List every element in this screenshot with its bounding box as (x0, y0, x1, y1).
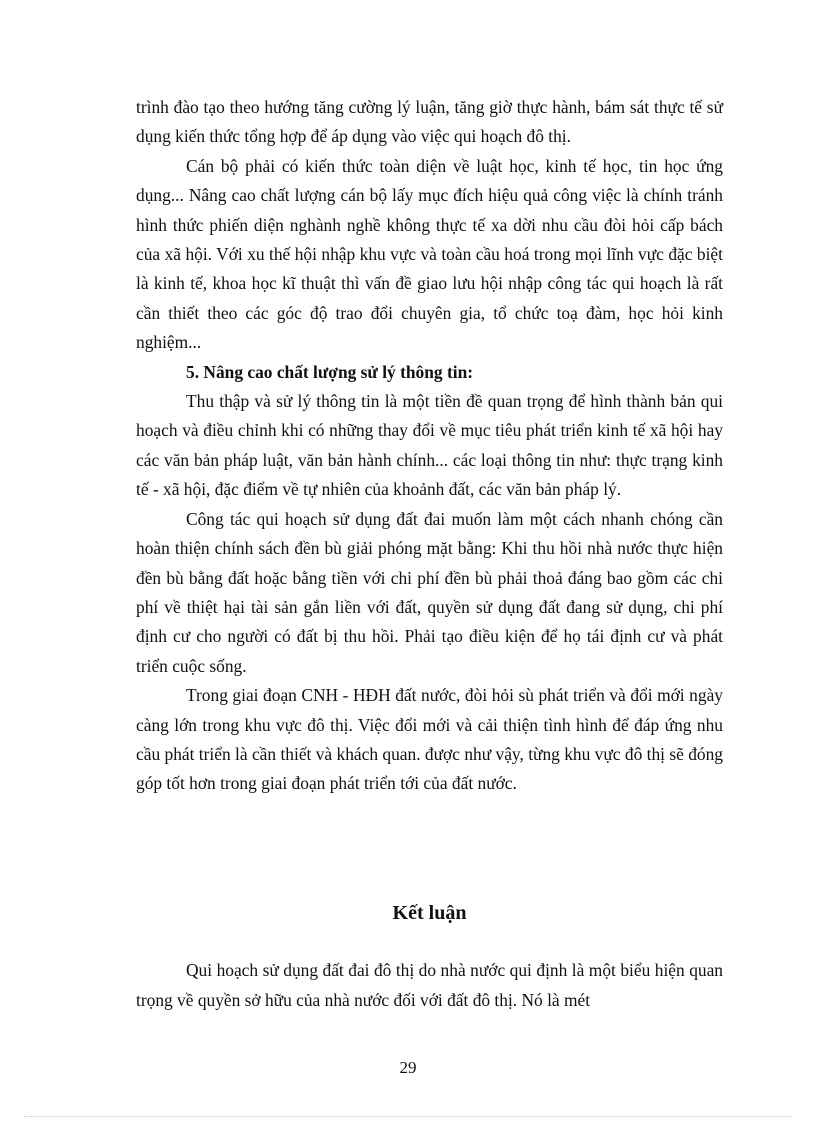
section-heading: 5. Nâng cao chất lượng sử lý thông tin: (186, 361, 474, 382)
page-number: 29 (399, 1058, 417, 1077)
paragraph-compensation: Công tác qui hoạch sử dụng đất đai muốn làm một cách nhanh chóng cần hoàn thiện chính sách đền bù giải phóng mặt bằng: Khi thu hồi nhà nước thực hiện đền bù bằng đất hoặc bằng tiền với chi phí đền bù phải thoả đáng bao gồm các chi phí về thiệt hại tài sản gắn liền với đất, quyền sử dụng đất đang sử dụng, chi phí định cư cho người có đất bị thu hồi. Phải tạo điều kiện để họ tái định cư và phát triển cuộc sống. (136, 508, 723, 676)
conclusion-title: Kết luận (392, 902, 467, 924)
paragraph-staff-knowledge: Cán bộ phải có kiến thức toàn diện về luật học, kinh tế học, tin học ứng dụng... Nâng cao chất lượng cán bộ lấy mục đích hiệu quả công việc là chính tránh hình thức phiến diện nghành nghề không thực tế xa dời nhu cầu đòi hỏi cấp bách của xã hội. Với xu thế hội nhập khu vực và toàn cầu hoá trong mọi lĩnh vực đặc biệt là kinh tế, khoa học kĩ thuật thì vấn đề giao lưu hội nhập công tác qui hoạch là rất cần thiết theo các góc độ trao đổi chuyên gia, tổ chức toạ đàm, học hỏi kinh nghiệm... (136, 155, 723, 353)
paragraph-information: Thu thập và sử lý thông tin là một tiền đề quan trọng để hình thành bản qui hoạch và điều chỉnh khi có những thay đổi về mục tiêu phát triển kinh tế xã hội hay các văn bản pháp luật, văn bản hành chính... các loại thông tin như: thực trạng kinh tế - xã hội, đặc điểm về tự nhiên của khoảnh đất, các văn bản pháp lý. (136, 391, 723, 500)
body-text (136, 93, 723, 799)
paragraph-continued: trình đào tạo theo hướng tăng cường lý luận, tăng giờ thực hành, bám sát thực tế sử dụng kiến thức tổng hợp để áp dụng vào việc qui hoạch đô thị. (136, 97, 723, 147)
paragraph-industrialization: Trong giai đoạn CNH - HĐH đất nước, đòi hỏi sù phát triển và đổi mới ngày càng lớn trong khu vực đô thị. Việc đổi mới và cải thiện tình hình để đáp ứng nhu cầu phát triển là cần thiết và khách quan. được như vậy, từng khu vực đô thị sẽ đóng góp tốt hơn trong giai đoạn phát triển tới của đất nước. (136, 685, 723, 794)
conclusion-paragraph: Qui hoạch sử dụng đất đai đô thị do nhà nước qui định là một biểu hiện quan trọng về quyền sở hữu của nhà nước đối với đất đô thị. Nó là mét (136, 960, 723, 1010)
page-bottom-divider (24, 1116, 792, 1117)
